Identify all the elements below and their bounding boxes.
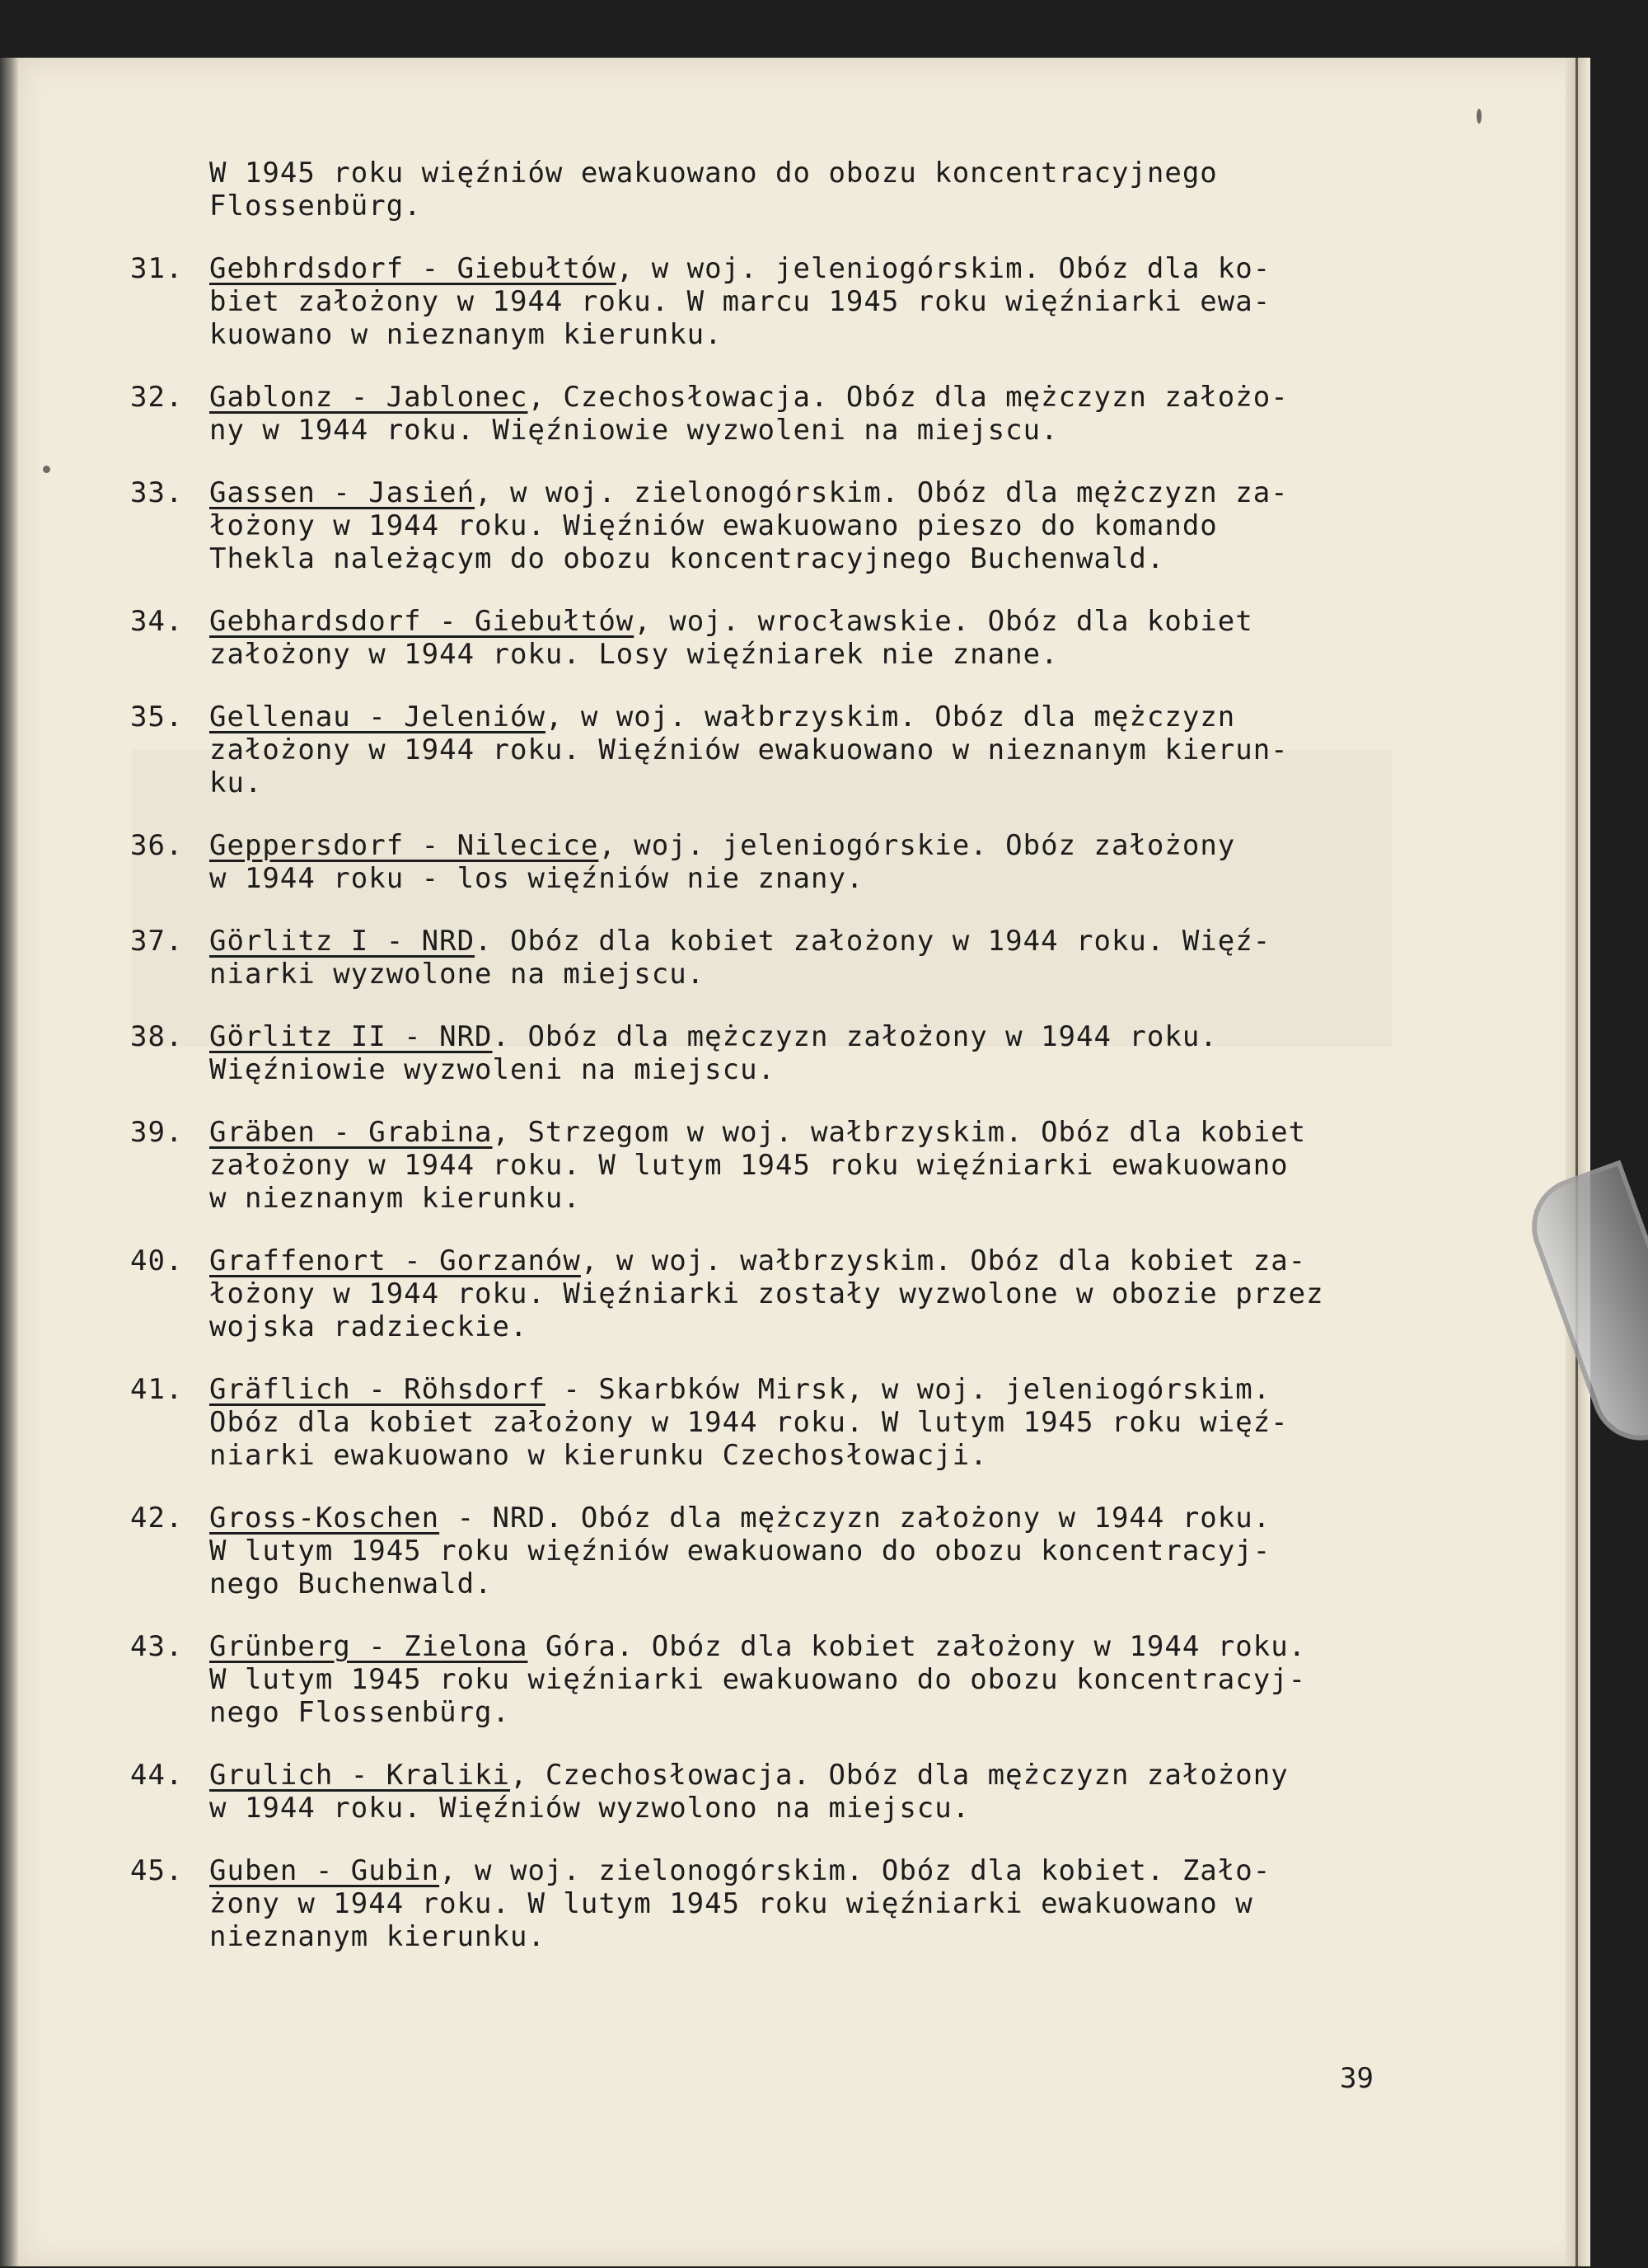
place-name: Gassen - Jasień [209,476,475,509]
ink-spot-icon [1477,109,1482,124]
place-name: Guben - Gubin [209,1854,440,1887]
entry-line [209,252,1445,285]
entry-body [209,829,1445,895]
entry-text: . Obóz dla kobiet założony w 1944 roku. Więź- [475,925,1271,958]
place-name: Görlitz I - NRD [209,925,475,958]
entry-line: Thekla należącym do obozu koncentracyjnego Buchenwald. [209,542,1165,575]
entry-body [209,381,1445,447]
list-item [115,381,1434,447]
list-item [115,1854,1434,1953]
entry-text: , woj. wrocławskie. Obóz dla kobiet [634,605,1253,638]
entry-body [209,1502,1445,1600]
list-item [115,1244,1434,1343]
entry-text: , w woj. zielonogórskim. Obóz dla kobiet. Zało- [439,1854,1271,1887]
place-name: Gebhrdsdorf - Giebułtów [209,252,616,285]
entry-list [115,252,1434,1953]
entry-text: , woj. jeleniogórskie. Obóz założony [598,829,1236,862]
list-item [115,1630,1434,1729]
entry-line: założony w 1944 roku. W lutym 1945 roku więźniarki ewakuowano [209,1149,1289,1182]
entry-line: żony w 1944 roku. W lutym 1945 roku więźniarki ewakuowano w [209,1887,1253,1920]
place-name: Gellenau - Jeleniów [209,701,545,733]
list-item [115,701,1434,799]
entry-number: 42. [130,1502,184,1535]
left-page-edge [0,58,18,2266]
place-name: Grünberg - Zielona [209,1630,528,1663]
list-item [115,1373,1434,1472]
entry-number: 33. [130,476,184,509]
entry-line: Więźniowie wyzwoleni na miejscu. [209,1053,776,1086]
intro-paragraph [209,157,1445,223]
entry-body [209,1020,1445,1086]
entry-line: niarki ewakuowano w kierunku Czechosłowacji. [209,1439,988,1472]
entry-number: 43. [130,1630,184,1663]
entry-number: 45. [130,1854,184,1887]
place-name: Gebhardsdorf - Giebułtów [209,605,634,638]
entry-text: . Obóz dla mężczyzn założony w 1944 roku. [492,1020,1218,1053]
page-right-edge [1566,58,1590,2266]
entry-text: , Strzegom w woj. wałbrzyskim. Obóz dla kobiet [492,1116,1307,1149]
entry-body [209,925,1445,991]
entry-line: w 1944 roku - los więźniów nie znany. [209,862,864,895]
entry-number: 35. [130,701,184,733]
entry-body [209,1759,1445,1825]
entry-line: założony w 1944 roku. Więźniów ewakuowano w nieznanym kierun- [209,733,1289,766]
list-item [115,1020,1434,1086]
entry-body [209,1630,1445,1729]
place-name: Gross-Koschen [209,1502,440,1535]
entry-line [209,1759,1445,1792]
place-name: Gräflich - Röhsdorf [209,1373,545,1406]
entry-number: 41. [130,1373,184,1406]
entry-text: - Skarbków Mirsk, w woj. jeleniogórskim. [545,1373,1271,1406]
place-name: Gablonz - Jablonec [209,381,528,414]
entry-line [209,1854,1445,1887]
entry-text: , w woj. zielonogórskim. Obóz dla mężczyzn za- [475,476,1289,509]
entry-text: , w woj. wałbrzyskim. Obóz dla kobiet za- [580,1244,1307,1277]
list-item [115,925,1434,991]
place-name: Görlitz II - NRD [209,1020,493,1053]
entry-line [209,1244,1445,1277]
entry-line [209,925,1445,958]
entry-line: biet założony w 1944 roku. W marcu 1945 roku więźniarki ewa- [209,285,1271,318]
entry-line: W lutym 1945 roku więźniarki ewakuowano do obozu koncentracyj- [209,1663,1307,1696]
document-text [115,157,1434,1953]
entry-body [209,476,1445,575]
list-item [115,829,1434,895]
place-name: Geppersdorf - Nilecice [209,829,599,862]
entry-line: nego Buchenwald. [209,1567,493,1600]
entry-line: ny w 1944 roku. Więźniowie wyzwoleni na miejscu. [209,414,1059,447]
entry-number: 44. [130,1759,184,1792]
entry-number: 34. [130,605,184,638]
entry-body [209,1373,1445,1472]
place-name: Grulich - Kraliki [209,1759,510,1792]
entry-line: ku. [209,766,263,799]
entry-line: założony w 1944 roku. Losy więźniarek nie znane. [209,638,1059,671]
entry-line [209,701,1445,733]
entry-body [209,1244,1445,1343]
entry-number: 37. [130,925,184,958]
entry-number: 40. [130,1244,184,1277]
list-item [115,1116,1434,1215]
place-name: Gräben - Grabina [209,1116,493,1149]
entry-line: łożony w 1944 roku. Więźniarki zostały wyzwolone w obozie przez [209,1277,1324,1310]
entry-body [209,1116,1445,1215]
entry-number: 36. [130,829,184,862]
entry-line [209,1373,1445,1406]
entry-number: 31. [130,252,184,285]
entry-line: nieznanym kierunku. [209,1920,545,1953]
entry-line: w nieznanym kierunku. [209,1182,581,1215]
entry-line: w 1944 roku. Więźniów wyzwolono na miejscu. [209,1792,971,1825]
list-item [115,1502,1434,1600]
intro-line: W 1945 roku więźniów ewakuowano do obozu koncentracyjnego [209,157,1218,190]
ink-spot-icon [43,466,50,473]
entry-line: łożony w 1944 roku. Więźniów ewakuowano pieszo do komando [209,509,1218,542]
entry-line: kuowano w nieznanym kierunku. [209,318,723,351]
entry-line [209,1630,1445,1663]
page-number: 39 [1340,2062,1374,2095]
entry-number: 38. [130,1020,184,1053]
entry-text: , w woj. wałbrzyskim. Obóz dla mężczyzn [545,701,1236,733]
entry-line: wojska radzieckie. [209,1310,528,1343]
entry-line [209,829,1445,862]
entry-line [209,1020,1445,1053]
entry-line: nego Flossenbürg. [209,1696,510,1729]
entry-body [209,252,1445,351]
entry-text: , Czechosłowacja. Obóz dla mężczyzn założo- [527,381,1289,414]
entry-text: - NRD. Obóz dla mężczyzn założony w 1944 roku. [439,1502,1271,1535]
place-name: Graffenort - Gorzanów [209,1244,581,1277]
entry-text: Góra. Obóz dla kobiet założony w 1944 roku. [527,1630,1307,1663]
entry-line [209,1116,1445,1149]
entry-line [209,476,1445,509]
entry-body [209,605,1445,671]
entry-body [209,1854,1445,1953]
entry-number: 32. [130,381,184,414]
list-item [115,1759,1434,1825]
entry-line [209,1502,1445,1535]
list-item [115,476,1434,575]
entry-line: W lutym 1945 roku więźniów ewakuowano do obozu koncentracyj- [209,1535,1271,1567]
entry-line: niarki wyzwolone na miejscu. [209,958,705,991]
entry-text: , Czechosłowacja. Obóz dla mężczyzn założony [510,1759,1289,1792]
entry-text: , w woj. jeleniogórskim. Obóz dla ko- [616,252,1271,285]
entry-number: 39. [130,1116,184,1149]
list-item [115,605,1434,671]
entry-line: Obóz dla kobiet założony w 1944 roku. W lutym 1945 roku więź- [209,1406,1289,1439]
intro-line: Flossenbürg. [209,190,422,223]
entry-line [209,381,1445,414]
entry-body [209,701,1445,799]
entry-line [209,605,1445,638]
list-item [115,252,1434,351]
